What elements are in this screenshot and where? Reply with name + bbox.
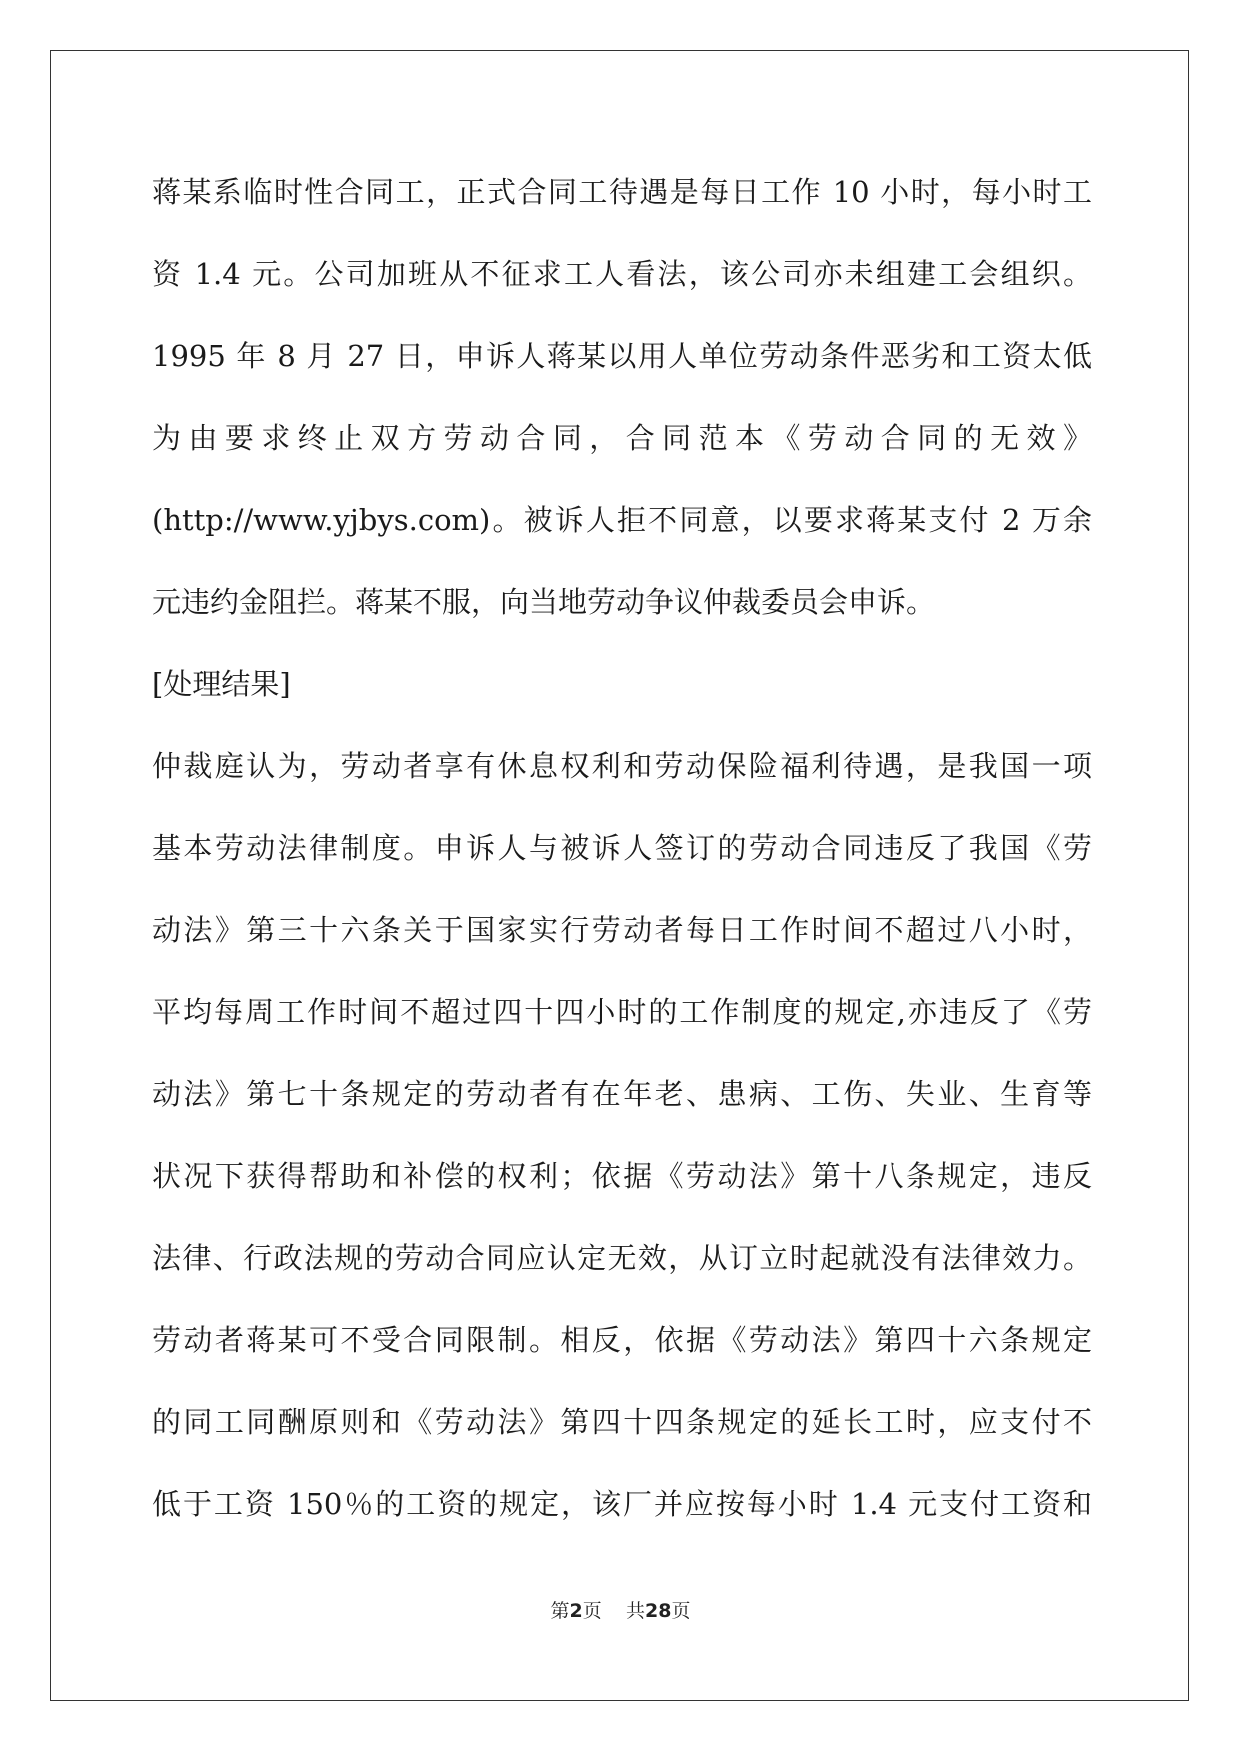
text-line: 为由要求终止双方劳动合同，合同范本《劳动合同的无效》 (152, 421, 1092, 455)
text-line: 蒋某系临时性合同工，正式合同工待遇是每日工作 10 小时，每小时工 (152, 175, 1092, 209)
total-prefix: 共 (625, 1600, 645, 1622)
page-suffix: 页 (582, 1600, 602, 1622)
text-line: 动法》第三十六条关于国家实行劳动者每日工作时间不超过八小时， (152, 913, 1092, 947)
text-line: 的同工同酬原则和《劳动法》第四十四条规定的延长工时，应支付不 (152, 1405, 1092, 1439)
text-line: (http://www.yjbys.com)。被诉人拒不同意，以要求蒋某支付 2 万余 (152, 503, 1092, 537)
text-line: 法律、行政法规的劳动合同应认定无效，从订立时起就没有法律效力。 (152, 1241, 1092, 1275)
text-line: 劳动者蒋某可不受合同限制。相反，依据《劳动法》第四十六条规定 (152, 1323, 1092, 1357)
text-line: 基本劳动法律制度。申诉人与被诉人签订的劳动合同违反了我国《劳 (152, 831, 1092, 865)
total-pages: 28 (644, 1600, 672, 1622)
page-prefix: 第 (550, 1600, 570, 1622)
text-line: 资 1.4 元。公司加班从不征求工人看法，该公司亦未组建工会组织。 (152, 257, 1092, 291)
text-line: 动法》第七十条规定的劳动者有在年老、患病、工伤、失业、生育等 (152, 1077, 1092, 1111)
text-line: 元违约金阻拦。蒋某不服，向当地劳动争议仲裁委员会申诉。 (152, 585, 936, 619)
section-heading: [处理结果] (152, 667, 291, 701)
page-number: 2 (569, 1600, 583, 1622)
text-line: 低于工资 150％的工资的规定，该厂并应按每小时 1.4 元支付工资和 (152, 1487, 1092, 1521)
document-body (152, 160, 1092, 1554)
page-footer (0, 1596, 1241, 1623)
text-line: 仲裁庭认为，劳动者享有休息权利和劳动保险福利待遇，是我国一项 (152, 749, 1092, 783)
total-suffix: 页 (671, 1600, 691, 1622)
text-line: 平均每周工作时间不超过四十四小时的工作制度的规定,亦违反了《劳 (152, 995, 1092, 1029)
text-line: 状况下获得帮助和补偿的权利；依据《劳动法》第十八条规定，违反 (152, 1159, 1092, 1193)
text-line: 1995 年 8 月 27 日，申诉人蒋某以用人单位劳动条件恶劣和工资太低 (152, 339, 1092, 373)
